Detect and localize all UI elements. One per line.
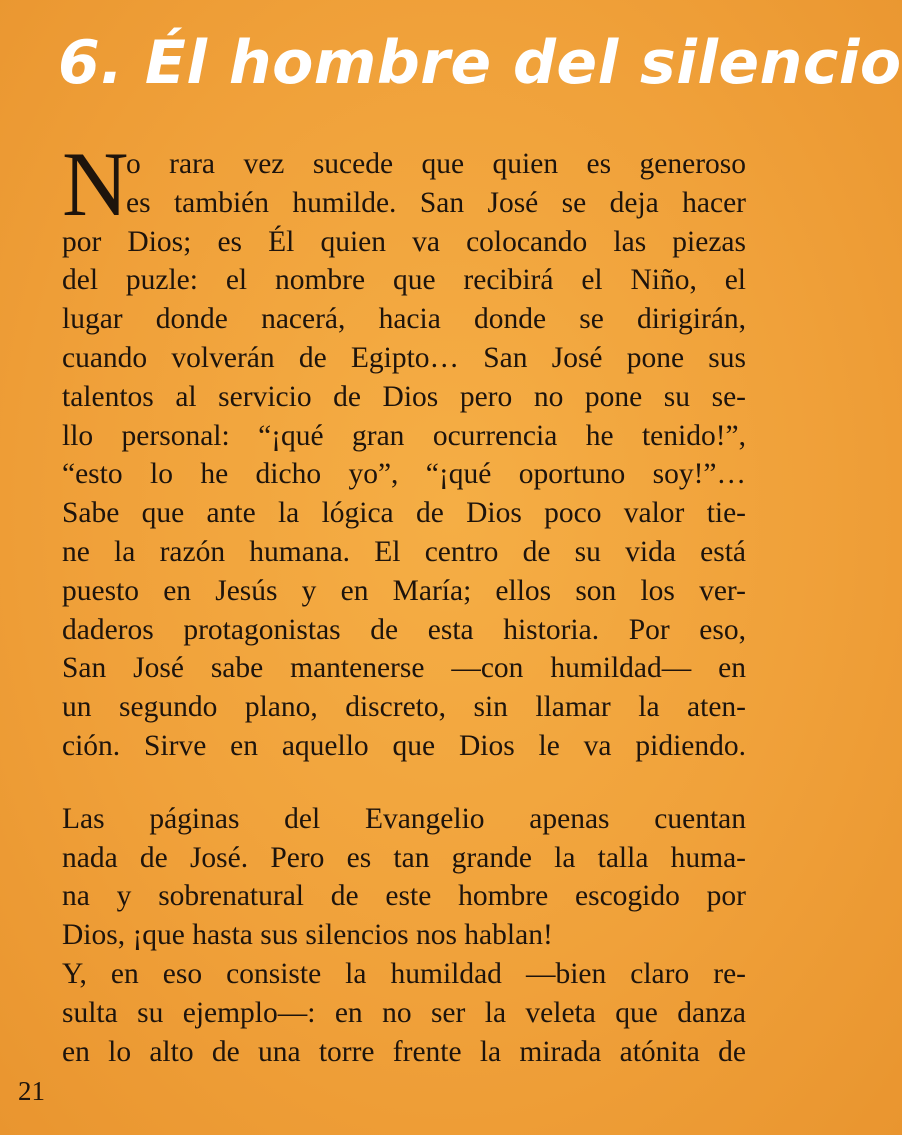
- chapter-title: 6. Él hombre del silencio: [58, 28, 902, 98]
- drop-cap: N: [62, 133, 129, 235]
- paragraph-1: [62, 133, 746, 766]
- text-line: Y, en eso consiste la humildad —bien claro re-: [62, 957, 746, 990]
- text-line: na y sobrenatural de este hombre escogido por: [62, 880, 746, 913]
- text-line: Sabe que ante la lógica de Dios poco valor tie-: [62, 497, 746, 530]
- text-line: del puzle: el nombre que recibirá el Niño, el: [62, 264, 746, 297]
- text-line: nada de José. Pero es tan grande la talla huma-: [62, 841, 746, 874]
- text-line: ción. Sirve en aquello que Dios le va pidiendo.: [62, 729, 746, 762]
- text-line: llo personal: “¡qué gran ocurrencia he tenido!”,: [62, 419, 746, 452]
- text-line: o rara vez sucede que quien es generoso: [126, 148, 746, 180]
- text-line: en lo alto de una torre frente la mirada atónita de: [62, 1035, 746, 1068]
- paragraph-gap: [62, 766, 746, 800]
- text-line: un segundo plano, discreto, sin llamar la aten-: [62, 691, 746, 724]
- paragraph-3: [62, 955, 746, 1071]
- text-line: lugar donde nacerá, hacia donde se dirigirán,: [62, 303, 746, 336]
- text-line: San José sabe mantenerse —con humildad— en: [62, 652, 746, 685]
- text-line: talentos al servicio de Dios pero no pone su se-: [62, 380, 746, 413]
- text-line: “esto lo he dicho yo”, “¡qué oportuno soy!”…: [62, 458, 746, 491]
- text-line: es también humilde. San José se deja hacer: [126, 186, 746, 219]
- text-line: puesto en Jesús y en María; ellos son los ver-: [62, 574, 746, 607]
- text-line: daderos protagonistas de esta historia. Por eso,: [62, 613, 746, 646]
- text-line: por Dios; es Él quien va colocando las piezas: [62, 225, 746, 258]
- text-line: Dios, ¡que hasta sus silencios nos hablan!: [62, 919, 553, 952]
- body-text: [62, 133, 746, 1071]
- text-line: cuando volverán de Egipto… San José pone sus: [62, 341, 746, 374]
- paragraph-2: [62, 800, 746, 955]
- text-line: ne la razón humana. El centro de su vida está: [62, 535, 746, 568]
- text-line: Las páginas del Evangelio apenas cuentan: [62, 802, 746, 835]
- page-number: 21: [18, 1076, 45, 1106]
- text-line: sulta su ejemplo—: en no ser la veleta que danza: [62, 996, 746, 1029]
